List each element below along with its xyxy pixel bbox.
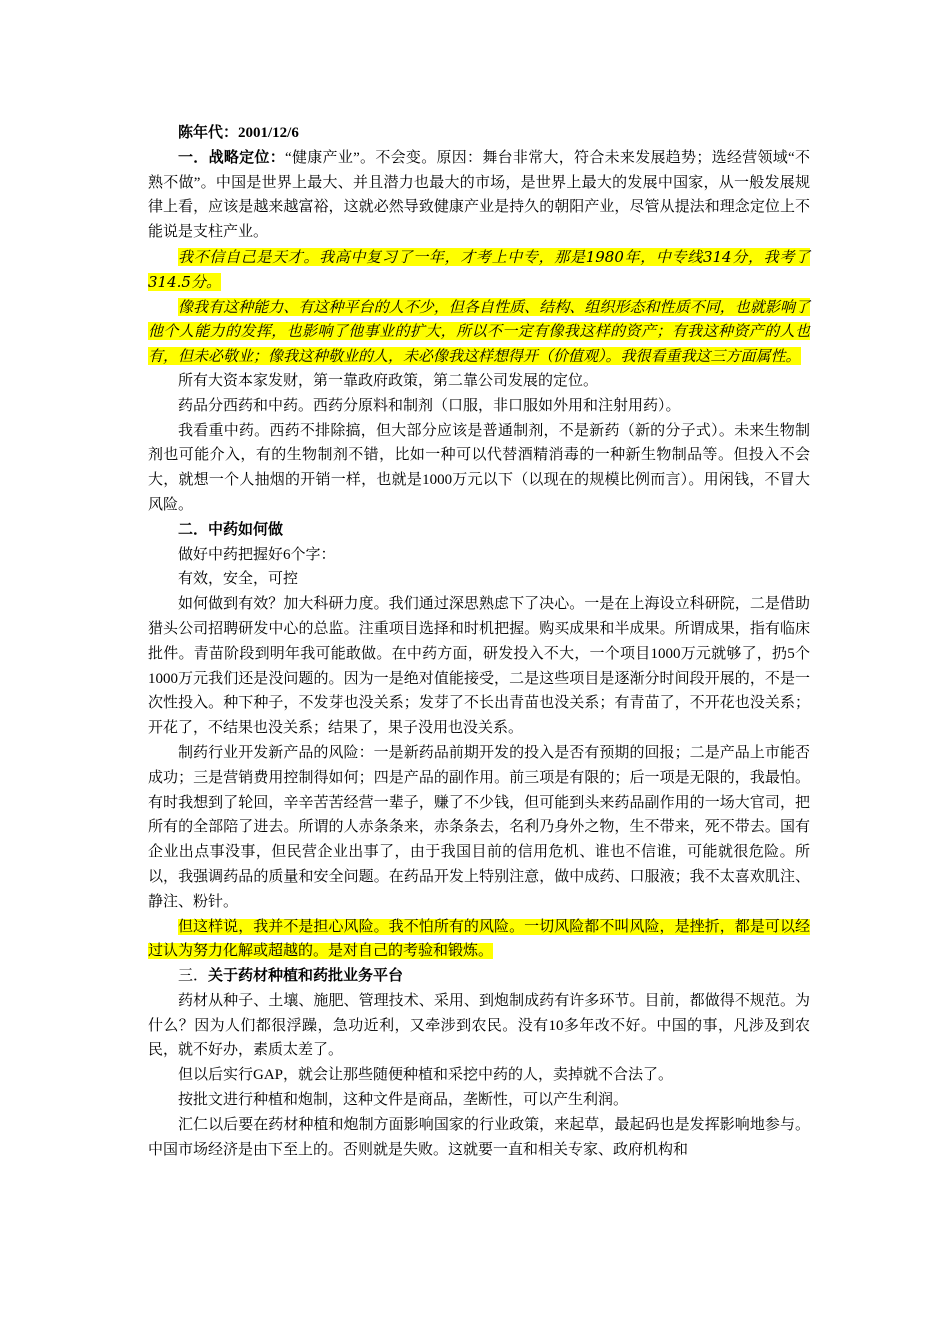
paragraph-keywords: 有效，安全，可控: [178, 571, 299, 588]
date-line: 陈年代：2001/12/6: [178, 125, 299, 141]
quote2-text: 像我有这种能力、有这种平台的人不少，但各自性质、结构、组织形态和性质不同，也就影响了他个人能力的发挥，也影响了他事业的扩大，所以不一定有像我这样的资产；有我这种资产的人也有，但未必敬业；像我这种敬业的人，未必像我这样想得开（价值观）。我很看重我这三方面属性。: [148, 297, 810, 366]
section2-heading: 二．中药如何做: [178, 521, 284, 538]
highlighted-risk-statement: [148, 915, 810, 965]
paragraph-drug-types: 药品分西药和中药。西药分原料和制剂（口服，非口服如外用和注射用药）。: [178, 397, 681, 414]
highlighted-quote-2: [148, 295, 810, 369]
section3-heading-text: 关于药材种植和药批业务平台: [208, 968, 404, 985]
quote1-text: 我不信自己是天才。我高中复习了一年，才考上中专，那是1980年，中专线314分，我考了314.5分。: [148, 247, 810, 291]
paragraph-approval-docs: 按批文进行种植和炮制，这种文件是商品，垄断性，可以产生利润。: [178, 1092, 629, 1109]
risk-highlight-text: 但这样说，我并不是担心风险。我不怕所有的风险。一切风险都不叫风险，是挫折，都是可以经过认为努力化解或超越的。是对自己的考验和锻炼。: [148, 918, 810, 960]
paragraph-effectiveness: 如何做到有效？加大科研力度。我们通过深思熟虑下了决心。一是在上海设立科研院，二是借助猎头公司招聘研发中心的总监。注重项目选择和时机把握。购买成果和半成果。所谓成果，指有临床批件。青苗阶段到明年我可能敢做。在中药方面，研发投入不大，一个项目1000万元就够了，扔5个1000万元我们还是没问题的。因为一是绝对值能接受，二是这些项目是逐渐分时间段开展的，不是一次性投入。种下种子，不发芽也没关系；发芽了不长出青苗也没关系；有青苗了，不开花也没关系；开花了，不结果也没关系；结果了，果子没用也没关系。: [148, 596, 810, 737]
paragraph-gap: 但以后实行GAP，就会让那些随便种植和采挖中药的人，卖掉就不合法了。: [178, 1067, 674, 1084]
section1-paragraph: [148, 146, 810, 245]
section1-heading: 一．战略定位：: [178, 149, 286, 166]
section3-heading: [148, 964, 810, 989]
paragraph-risks: 制药行业开发新产品的风险：一是新药品前期开发的投入是否有预期的回报；二是产品上市能否成功；三是营销费用控制得如何；四是产品的副作用。前三项是有限的；后一项是无限的，我最怕。有时我想到了轮回，辛辛苦苦经营一辈子，赚了不少钱，但可能到头来药品副作用的一场大官司，把所有的全部陪了进去。所谓的人赤条条来，赤条条去，名利乃身外之物，生不带来，死不带去。国有企业出点事没事，但民营企业出事了，由于我国目前的信用危机、谁也不信谁，可能就很危险。所以，我强调药品的质量和安全问题。在药品开发上特别注意，做中成药、口服液；我不太喜欢肌注、静注、粉针。: [148, 744, 810, 910]
paragraph-tcm-focus: 我看重中药。西药不排除搞，但大部分应该是普通制剂，不是新药（新的分子式）。未来生物制剂也可能介入，有的生物制剂不错，比如一种可以代替酒精消毒的一种新生物制品等。但投入不会大，就想一个人抽烟的开销一样，也就是1000万元以下（以现在的规模比例而言）。用闲钱，不冒大风险。: [148, 422, 810, 513]
paragraph-huiren-policy: 汇仁以后要在药材种植和炮制方面影响国家的行业政策，来起草，最起码也是发挥影响地参与。中国市场经济是由下至上的。否则就是失败。这就要一直和相关专家、政府机构和: [148, 1116, 810, 1158]
paragraph-herb-cultivation: 药材从种子、土壤、施肥、管理技术、采用、到炮制成药有许多环节。目前，都做得不规范。为什么？因为人们都很浮躁，急功近利，又牵涉到农民。没有10多年改不好。中国的事，凡涉及到农民，就不好办，素质太差了。: [148, 992, 810, 1059]
paragraph-six-words: 做好中药把握好6个字：: [178, 546, 336, 563]
paragraph-capitalists: 所有大资本家发财，第一靠政府政策，第二靠公司发展的定位。: [178, 372, 599, 389]
highlighted-quote-1: [148, 245, 810, 295]
section1-lead-text: “健康产业”。不会变。原因：舞台非常大，符合未来发展趋势；选经营领域“不熟不做”。中国是世界上最大、并且潜力也最大的市场，是世界上最大的发展中国家，从一般发展规律上看，应该是越来越富裕，这就必然导致健康产业是持久的朝阳产业，尽管从提法和理念定位上不能说是支柱产业。: [148, 149, 810, 241]
section3-heading-number: 三．: [178, 968, 209, 985]
